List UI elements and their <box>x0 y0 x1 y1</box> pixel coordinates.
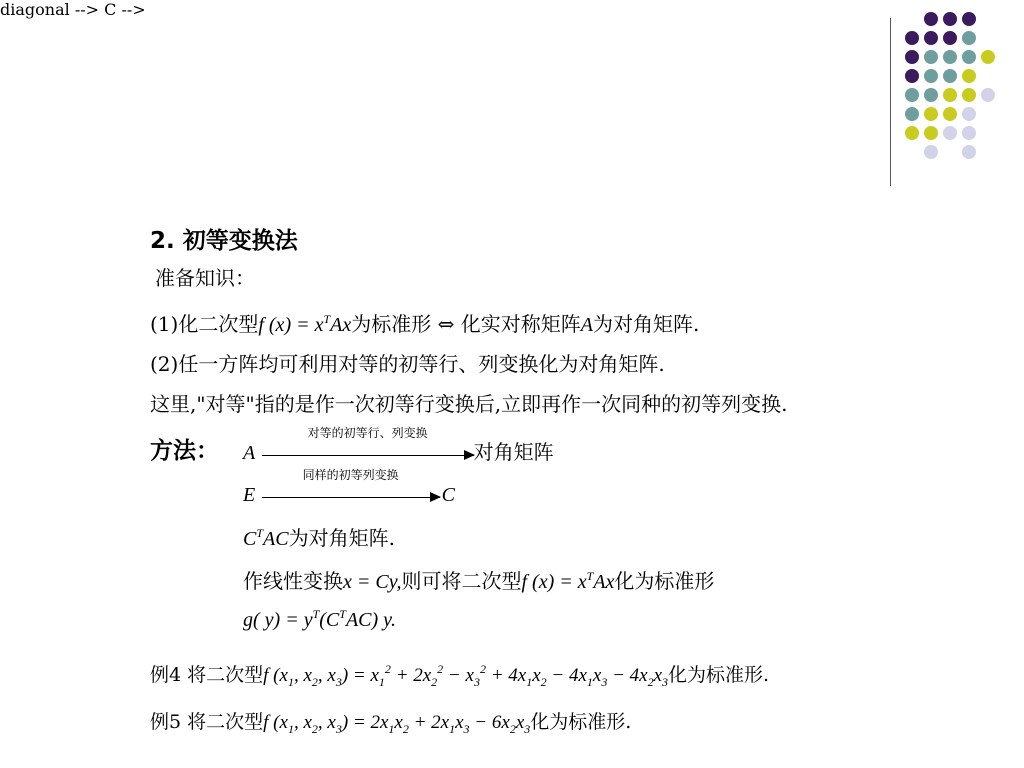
decorative-dot <box>924 126 938 140</box>
line1-sup: T <box>323 312 331 326</box>
decorative-dot <box>924 12 938 26</box>
decorative-dot <box>924 31 938 45</box>
decorative-dot <box>924 69 938 83</box>
decorative-dot <box>905 88 919 102</box>
step4-suffix: 化为标准形 <box>614 569 715 593</box>
decorative-dot <box>924 50 938 64</box>
ex5-formula: f ($x_1$, $x_2$, $x_3) = 2x_1x_2 + 2x_1x_3 - 6x_2x_3$ <box>263 712 531 736</box>
divider-line <box>890 18 891 186</box>
decorative-dot <box>943 107 957 121</box>
decorative-dot <box>905 69 919 83</box>
step2-left: E <box>243 484 256 506</box>
ex5-prefix: 例5 将二次型 <box>150 711 264 733</box>
line1-mid: 为标准形 ⇔ 化实对称矩阵 <box>351 312 581 336</box>
decorative-dot <box>981 88 995 102</box>
decorative-dot <box>905 126 919 140</box>
method-step-4 <box>243 565 714 594</box>
decorative-dot <box>962 107 976 121</box>
line1-math2: Ax <box>330 314 352 336</box>
step4-math3: Ax <box>593 571 615 593</box>
decorative-dot <box>981 50 995 64</box>
decorative-dot <box>924 88 938 102</box>
ex4-formula: f ($x_1$, $x_2$, $x_3) = x_1^2 + 2x_2^2 - x_3^2 + 4x_1x_2 - 4x_1x_3 - 4x_2x_3$ <box>263 662 669 689</box>
step2-arrow <box>262 467 440 508</box>
method-step-3 <box>243 522 395 551</box>
decorative-dot <box>905 50 919 64</box>
decorative-dot <box>962 31 976 45</box>
step4-math2: f (x) = x <box>521 571 587 593</box>
step1-right: 对角矩阵 <box>473 440 554 464</box>
example-5 <box>150 707 631 737</box>
section-title: 2. 初等变换法 <box>150 228 298 254</box>
decorative-dot <box>962 12 976 26</box>
decorative-dot <box>962 126 976 140</box>
step3-sup: T <box>256 526 264 540</box>
method-label: 方法： <box>150 438 219 464</box>
line1-prefix: (1)化二次型 <box>150 312 259 336</box>
step2-arrow-label: 同样的初等列变换 <box>302 467 399 482</box>
step5-sup2: T <box>339 607 346 621</box>
step4-prefix: 作线性变换 <box>243 569 343 593</box>
method-step-1 <box>243 425 554 466</box>
ex4-prefix: 例4 将二次型 <box>150 664 264 686</box>
method-step-2 <box>243 467 455 508</box>
step1-arrow-label: 对等的初等行、列变换 <box>307 425 428 440</box>
step4-math: x = Cy, <box>343 571 402 593</box>
line1-math: f (x) = x <box>258 314 324 336</box>
decorative-dot <box>943 31 957 45</box>
decorative-dot <box>943 69 957 83</box>
decorative-dot <box>962 50 976 64</box>
step1-left: A <box>243 442 256 464</box>
decorative-dot <box>962 88 976 102</box>
method-step-5 <box>243 607 396 632</box>
decorative-dot <box>943 12 957 26</box>
decorative-dot <box>962 69 976 83</box>
step5-sup: T <box>312 607 320 621</box>
line1-matrix-a: A <box>580 314 593 336</box>
decorative-dot <box>943 88 957 102</box>
step5-math: g( y) = y <box>243 609 313 631</box>
decorative-dot <box>924 145 938 159</box>
decorative-dot <box>905 31 919 45</box>
ex4-suffix: 化为标准形. <box>668 664 770 686</box>
step3-math2: AC <box>263 528 289 550</box>
decorative-dot-grid <box>905 12 1024 182</box>
example-4 <box>150 660 769 690</box>
decorative-dot <box>924 107 938 121</box>
prep-line-3: 这里,"对等"指的是作一次初等行变换后,立即再作一次同种的初等列变换. <box>150 392 788 416</box>
step1-arrow <box>262 425 474 466</box>
decorative-dot <box>905 107 919 121</box>
ex5-suffix: 化为标准形. <box>530 711 632 733</box>
step5-math2: (C <box>319 609 340 631</box>
line1-suffix: 为对角矩阵. <box>592 312 700 336</box>
decorative-dot <box>943 126 957 140</box>
decorative-dot <box>962 145 976 159</box>
step3-text: 为对角矩阵. <box>288 526 395 550</box>
prep-line-1 <box>150 308 699 337</box>
step4-sup: T <box>586 569 594 583</box>
decorative-dot <box>943 50 957 64</box>
step2-right: C <box>441 484 455 506</box>
step5-math3: AC) y. <box>345 609 396 631</box>
prep-heading: 准备知识： <box>155 266 255 290</box>
step4-mid: 则可将二次型 <box>401 569 522 593</box>
step3-math: C <box>243 528 257 550</box>
prep-line-2: (2)任一方阵均可利用对等的初等行、列变换化为对角矩阵. <box>150 352 665 376</box>
